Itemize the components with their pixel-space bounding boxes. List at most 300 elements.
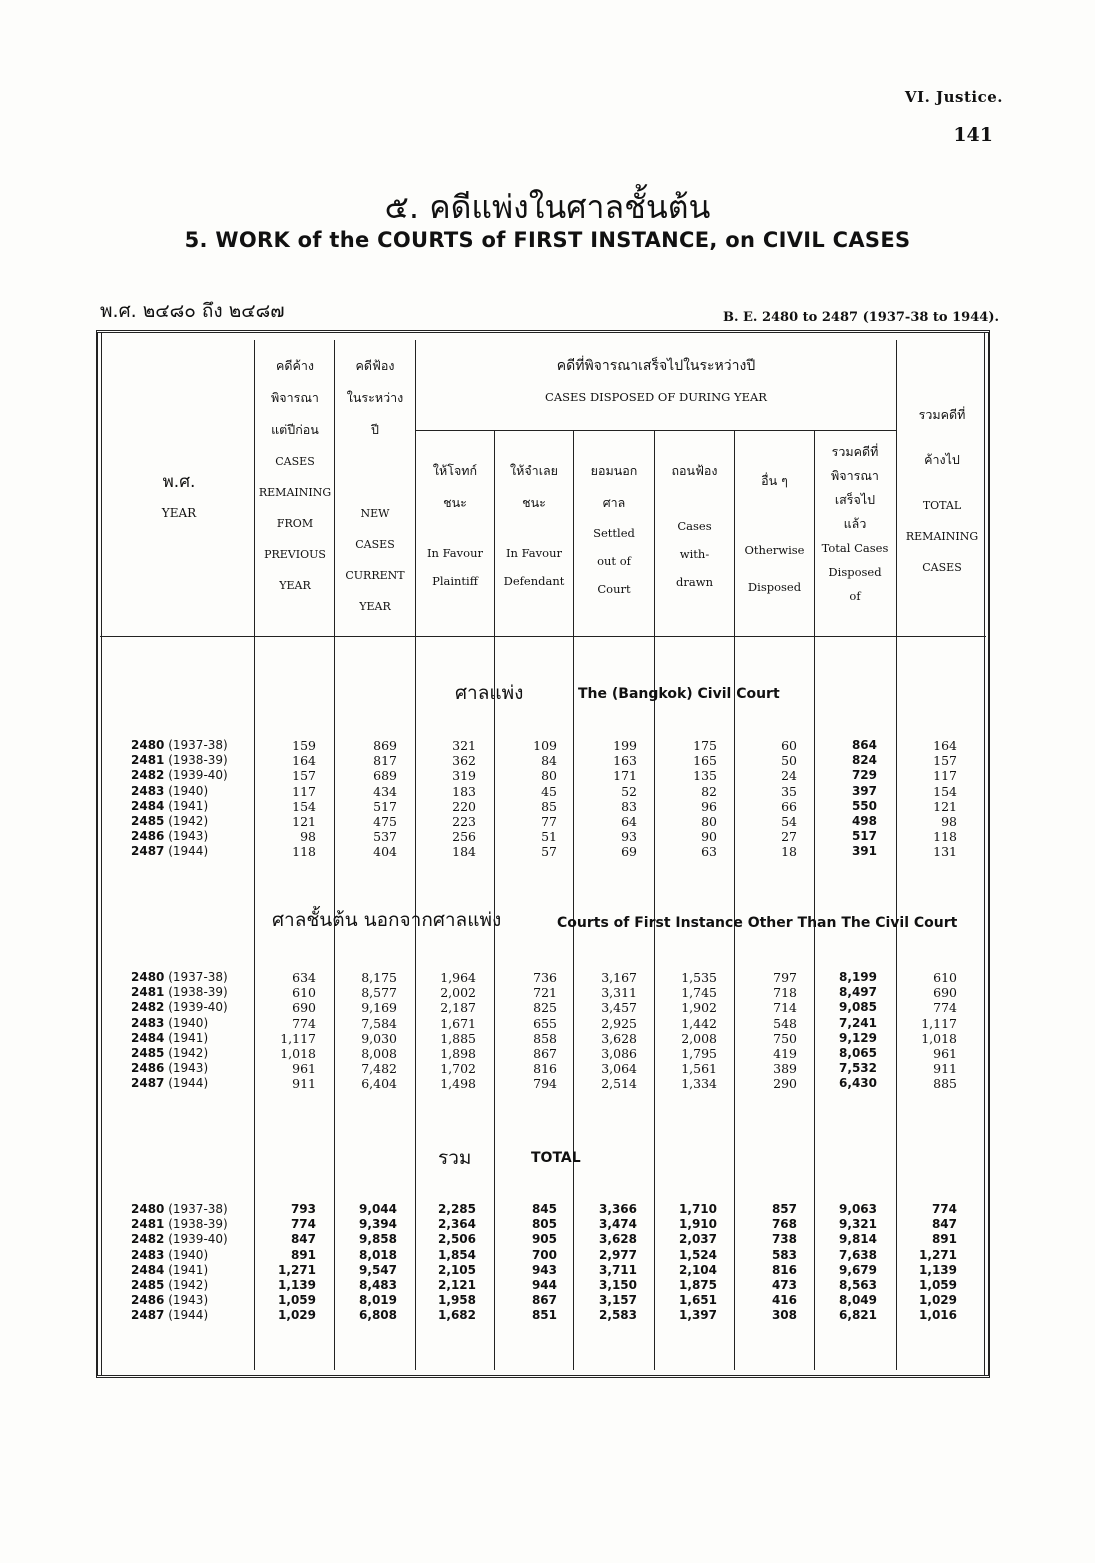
cell-total-disposed: 9,085 <box>839 1000 877 1015</box>
cell-remaining-prev: 1,029 <box>278 1308 316 1323</box>
row-year <box>131 1263 208 1278</box>
cell-remaining-prev: 961 <box>292 1061 316 1077</box>
cell-plaintiff: 1,671 <box>440 1015 476 1031</box>
header-text: In Favour <box>427 546 483 560</box>
cell-defendant: 45 <box>541 783 557 799</box>
cell-withdrawn: 2,008 <box>681 1030 717 1046</box>
cell-otherwise: 738 <box>771 1232 797 1247</box>
cell-withdrawn: 1,334 <box>681 1076 717 1092</box>
header-text: แล้ว <box>843 516 867 531</box>
row-year <box>131 985 228 1000</box>
year-ce: (1940) <box>164 1015 209 1030</box>
header-text: drawn <box>676 575 713 589</box>
year-ce: (1937-38) <box>164 970 228 984</box>
year-ce: (1943) <box>164 1293 209 1308</box>
row-year <box>131 753 228 768</box>
cell-settled: 3,457 <box>601 1000 637 1016</box>
cell-total-disposed: 7,532 <box>839 1061 877 1076</box>
cell-defendant: 794 <box>533 1076 557 1092</box>
cell-settled: 64 <box>621 814 637 829</box>
cell-defendant: 867 <box>531 1293 557 1308</box>
header-text: คดีค้าง <box>276 358 314 373</box>
cell-remaining-prev: 164 <box>292 753 316 769</box>
cell-total-disposed: 8,199 <box>839 970 877 984</box>
year-be: 2485 <box>131 814 165 828</box>
cell-plaintiff: 2,002 <box>440 985 476 1001</box>
year-be: 2484 <box>131 1262 165 1277</box>
cell-plaintiff: 223 <box>452 814 476 829</box>
cell-total-remaining: 891 <box>931 1232 957 1247</box>
row-year <box>131 784 208 799</box>
cell-plaintiff: 319 <box>452 768 476 784</box>
cell-total-remaining: 774 <box>933 1000 957 1016</box>
header-defendant <box>495 455 573 595</box>
cell-settled: 69 <box>621 844 637 860</box>
cell-withdrawn: 1,535 <box>681 970 717 985</box>
cell-new-cases: 537 <box>373 829 397 845</box>
cell-settled: 2,583 <box>599 1308 637 1323</box>
cell-plaintiff: 2,121 <box>438 1278 476 1292</box>
header-text: YEAR <box>359 600 391 613</box>
cell-remaining-prev: 154 <box>292 798 316 814</box>
row-year <box>131 1202 228 1217</box>
cell-total-remaining: 1,139 <box>919 1262 957 1277</box>
cell-plaintiff: 1,702 <box>440 1061 476 1077</box>
header-text: of <box>849 589 861 603</box>
header-text: out of <box>597 554 631 568</box>
cell-withdrawn: 1,902 <box>681 1000 717 1016</box>
year-be: 2484 <box>131 798 165 813</box>
cell-remaining-prev: 1,117 <box>280 1030 316 1046</box>
cell-new-cases: 9,858 <box>359 1232 397 1247</box>
cell-remaining-prev: 98 <box>300 829 316 845</box>
cell-plaintiff: 362 <box>452 753 476 769</box>
cell-total-remaining: 610 <box>933 970 957 985</box>
cell-total-disposed: 6,430 <box>839 1076 877 1091</box>
header-text: Disposed <box>828 565 882 579</box>
header-text: พิจารณา <box>271 390 319 405</box>
year-be: 2487 <box>131 844 165 859</box>
cell-new-cases: 8,008 <box>361 1046 397 1061</box>
cell-plaintiff: 1,958 <box>438 1293 476 1308</box>
cell-remaining-prev: 1,139 <box>278 1278 316 1292</box>
cell-remaining-prev: 118 <box>292 844 316 860</box>
year-ce: (1943) <box>164 1061 209 1076</box>
cell-settled: 163 <box>613 753 637 769</box>
cell-withdrawn: 1,745 <box>681 985 717 1001</box>
cell-new-cases: 6,404 <box>361 1076 397 1092</box>
cell-otherwise: 797 <box>773 970 797 985</box>
cell-new-cases: 7,584 <box>361 1015 397 1031</box>
cell-total-disposed: 729 <box>851 768 877 783</box>
cell-otherwise: 50 <box>781 753 797 769</box>
cell-otherwise: 66 <box>781 798 797 814</box>
year-be: 2485 <box>131 1046 165 1060</box>
header-text: พิจารณา <box>831 468 879 483</box>
header-settled <box>574 455 654 603</box>
cell-remaining-prev: 1,059 <box>278 1293 316 1308</box>
header-text: Disposed <box>747 580 802 594</box>
header-total-disposed <box>815 440 895 608</box>
cell-plaintiff: 220 <box>452 798 476 814</box>
cell-defendant: 655 <box>533 1015 557 1031</box>
cell-new-cases: 7,482 <box>361 1061 397 1077</box>
header-text: รวมคดีที่ <box>831 444 879 459</box>
header-text: with- <box>679 547 710 561</box>
year-ce: (1941) <box>164 1030 209 1045</box>
cell-settled: 3,711 <box>599 1262 637 1277</box>
cell-otherwise: 419 <box>773 1046 797 1061</box>
cell-settled: 2,514 <box>601 1076 637 1092</box>
cell-otherwise: 718 <box>773 985 797 1001</box>
cell-withdrawn: 1,561 <box>681 1061 717 1077</box>
cell-otherwise: 308 <box>771 1308 797 1323</box>
cell-total-disposed: 550 <box>851 798 877 813</box>
cell-defendant: 943 <box>531 1262 557 1277</box>
cell-otherwise: 18 <box>781 844 797 860</box>
year-ce: (1943) <box>164 829 209 844</box>
row-year <box>131 970 228 985</box>
cell-defendant: 845 <box>531 1202 557 1216</box>
cell-settled: 3,628 <box>601 1030 637 1046</box>
cell-remaining-prev: 157 <box>292 768 316 784</box>
cell-settled: 93 <box>621 829 637 845</box>
cell-plaintiff: 2,105 <box>438 1262 476 1277</box>
cell-new-cases: 689 <box>373 768 397 784</box>
cell-withdrawn: 165 <box>693 753 717 769</box>
cell-defendant: 51 <box>541 829 557 845</box>
row-year <box>131 1248 208 1263</box>
year-be: 2483 <box>131 783 165 798</box>
row-year <box>131 1308 208 1323</box>
cell-total-disposed: 397 <box>851 783 877 798</box>
cell-withdrawn: 1,651 <box>679 1293 717 1308</box>
cell-defendant: 109 <box>533 738 557 753</box>
cell-settled: 3,474 <box>599 1217 637 1232</box>
year-ce: (1941) <box>164 1262 209 1277</box>
cell-defendant: 84 <box>541 753 557 769</box>
cell-remaining-prev: 690 <box>292 1000 316 1016</box>
cell-new-cases: 817 <box>373 753 397 769</box>
header-text: REMAINING <box>258 486 332 499</box>
row-year <box>131 1278 208 1293</box>
row-year <box>131 844 208 859</box>
cell-plaintiff: 1,964 <box>440 970 476 985</box>
row-year <box>131 738 228 753</box>
header-text: Total Cases <box>821 541 889 555</box>
header-remaining-prev <box>256 350 334 601</box>
subheader-rule <box>416 430 896 431</box>
cell-plaintiff: 321 <box>452 738 476 753</box>
year-ce: (1941) <box>164 798 209 813</box>
row-year <box>131 829 208 844</box>
year-be: 2484 <box>131 1030 165 1045</box>
header-text: CURRENT <box>345 569 405 582</box>
row-year <box>131 1217 228 1232</box>
cell-defendant: 700 <box>531 1247 557 1262</box>
cell-settled: 3,157 <box>599 1293 637 1308</box>
cell-otherwise: 290 <box>773 1076 797 1092</box>
cell-settled: 3,167 <box>601 970 637 985</box>
cell-otherwise: 24 <box>781 768 797 784</box>
year-ce: (1938-39) <box>164 985 228 1000</box>
cell-total-remaining: 157 <box>933 753 957 769</box>
header-rule <box>100 636 986 637</box>
row-year <box>131 1076 208 1091</box>
cell-plaintiff: 1,898 <box>440 1046 476 1061</box>
cell-otherwise: 768 <box>771 1217 797 1232</box>
cell-remaining-prev: 911 <box>292 1076 316 1092</box>
cell-withdrawn: 1,875 <box>679 1278 717 1292</box>
header-text: ชนะ <box>522 495 546 510</box>
cell-total-disposed: 8,049 <box>839 1293 877 1308</box>
row-year <box>131 1232 228 1247</box>
header-year-english: YEAR <box>161 506 197 520</box>
cell-total-disposed: 9,321 <box>839 1217 877 1232</box>
cell-new-cases: 475 <box>373 814 397 829</box>
cell-withdrawn: 135 <box>693 768 717 784</box>
year-ce: (1942) <box>164 1046 209 1060</box>
section-3-title-english: TOTAL <box>531 1150 581 1166</box>
section-3-title-thai: รวม <box>438 1147 472 1169</box>
cell-withdrawn: 1,795 <box>681 1046 717 1061</box>
cell-otherwise: 816 <box>771 1262 797 1277</box>
cell-total-remaining: 1,059 <box>919 1278 957 1292</box>
year-be: 2482 <box>131 768 165 783</box>
cell-defendant: 905 <box>531 1232 557 1247</box>
year-ce: (1937-38) <box>164 738 228 752</box>
year-be: 2486 <box>131 829 165 844</box>
cell-total-remaining: 1,271 <box>919 1247 957 1262</box>
year-ce: (1937-38) <box>164 1202 228 1216</box>
header-year-thai: พ.ศ. <box>162 472 196 492</box>
cell-plaintiff: 256 <box>452 829 476 845</box>
cell-settled: 199 <box>613 738 637 753</box>
year-ce: (1938-39) <box>164 753 228 768</box>
year-be: 2480 <box>131 738 165 752</box>
row-year <box>131 799 208 814</box>
cell-total-disposed: 8,065 <box>839 1046 877 1060</box>
cell-total-disposed: 7,241 <box>839 1015 877 1030</box>
title-thai: ๕. คดีแพ่งในศาลชั้นต้น <box>384 188 711 226</box>
cell-total-remaining: 118 <box>933 829 957 845</box>
header-text: คดีที่พิจารณาเสร็จไปในระหว่างปี <box>556 358 756 374</box>
cell-defendant: 85 <box>541 798 557 814</box>
cell-total-remaining: 1,018 <box>921 1030 957 1046</box>
cell-total-remaining: 961 <box>933 1046 957 1061</box>
header-text: TOTAL <box>922 499 962 512</box>
row-year <box>131 1016 208 1031</box>
header-text: Court <box>597 582 631 596</box>
cell-new-cases: 8,483 <box>359 1278 397 1292</box>
cell-settled: 52 <box>621 783 637 799</box>
cell-remaining-prev: 159 <box>292 738 316 753</box>
cell-total-disposed: 498 <box>851 814 877 828</box>
cell-settled: 2,925 <box>601 1015 637 1031</box>
year-ce: (1939-40) <box>164 1232 228 1247</box>
cell-plaintiff: 2,506 <box>438 1232 476 1247</box>
year-ce: (1940) <box>164 1247 209 1262</box>
cell-otherwise: 389 <box>773 1061 797 1077</box>
year-be: 2481 <box>131 985 165 1000</box>
cell-otherwise: 714 <box>773 1000 797 1016</box>
cell-remaining-prev: 1,271 <box>278 1262 316 1277</box>
cell-withdrawn: 63 <box>701 844 717 860</box>
header-text: YEAR <box>279 579 311 592</box>
cell-new-cases: 9,169 <box>361 1000 397 1016</box>
cell-new-cases: 517 <box>373 798 397 814</box>
cell-new-cases: 9,547 <box>359 1262 397 1277</box>
year-be: 2487 <box>131 1308 165 1323</box>
cell-withdrawn: 1,710 <box>679 1202 717 1216</box>
cell-withdrawn: 1,524 <box>679 1247 717 1262</box>
header-text: Plaintiff <box>432 574 478 588</box>
cell-new-cases: 8,019 <box>359 1293 397 1308</box>
cell-otherwise: 60 <box>781 738 797 753</box>
cell-otherwise: 27 <box>781 829 797 845</box>
cell-total-disposed: 391 <box>851 844 877 859</box>
header-text: In Favour <box>506 546 562 560</box>
header-text: CASES <box>355 538 395 551</box>
header-text: CASES DISPOSED OF DURING YEAR <box>545 390 767 404</box>
cell-withdrawn: 2,037 <box>679 1232 717 1247</box>
year-be: 2487 <box>131 1076 165 1091</box>
cell-defendant: 867 <box>533 1046 557 1061</box>
header-text: ในระหว่าง <box>346 390 404 405</box>
header-total-remaining <box>897 400 987 583</box>
section-2-title-thai: ศาลชั้นต้น นอกจากศาลแพ่ง <box>272 909 502 931</box>
cell-otherwise: 750 <box>773 1030 797 1046</box>
cell-plaintiff: 1,498 <box>440 1076 476 1092</box>
header-text: แต่ปีก่อน <box>271 422 319 437</box>
cell-total-remaining: 121 <box>933 798 957 814</box>
cell-withdrawn: 82 <box>701 783 717 799</box>
cell-plaintiff: 183 <box>452 783 476 799</box>
cell-otherwise: 857 <box>771 1202 797 1216</box>
year-be: 2481 <box>131 753 165 768</box>
cell-total-disposed: 6,821 <box>839 1308 877 1323</box>
cell-otherwise: 416 <box>771 1293 797 1308</box>
cell-defendant: 57 <box>541 844 557 860</box>
cell-plaintiff: 184 <box>452 844 476 860</box>
cell-new-cases: 9,394 <box>359 1217 397 1232</box>
cell-settled: 3,086 <box>601 1046 637 1061</box>
cell-new-cases: 404 <box>373 844 397 860</box>
cell-total-disposed: 864 <box>851 738 877 752</box>
cell-new-cases: 9,030 <box>361 1030 397 1046</box>
year-be: 2486 <box>131 1293 165 1308</box>
cell-total-remaining: 117 <box>933 768 957 784</box>
cell-otherwise: 548 <box>773 1015 797 1031</box>
cell-total-disposed: 824 <box>851 753 877 768</box>
year-be: 2486 <box>131 1061 165 1076</box>
cell-settled: 3,628 <box>599 1232 637 1247</box>
section-2-title-english: Courts of First Instance Other Than The Civil Court <box>557 915 958 931</box>
header-text: เสร็จไป <box>834 492 876 507</box>
cell-new-cases: 434 <box>373 783 397 799</box>
cell-total-disposed: 8,497 <box>839 985 877 1000</box>
cell-remaining-prev: 610 <box>292 985 316 1001</box>
cell-defendant: 851 <box>531 1308 557 1323</box>
period-english: B. E. 2480 to 2487 (1937-38 to 1944). <box>722 310 999 325</box>
cell-settled: 171 <box>613 768 637 784</box>
cell-plaintiff: 2,187 <box>440 1000 476 1016</box>
header-text: อื่น ๆ <box>761 473 788 488</box>
cell-total-disposed: 9,814 <box>839 1232 877 1247</box>
cell-total-remaining: 164 <box>933 738 957 753</box>
cell-withdrawn: 96 <box>701 798 717 814</box>
cell-defendant: 944 <box>531 1278 557 1292</box>
cell-plaintiff: 2,285 <box>438 1202 476 1216</box>
year-ce: (1944) <box>164 1308 209 1323</box>
cell-total-disposed: 9,129 <box>839 1030 877 1045</box>
cell-remaining-prev: 121 <box>292 814 316 829</box>
header-text: NEW <box>360 507 390 520</box>
row-year <box>131 1046 208 1061</box>
section-label: VI. Justice. <box>904 88 1003 106</box>
header-text: Otherwise <box>744 543 805 557</box>
row-year <box>131 1061 208 1076</box>
cell-total-disposed: 8,563 <box>839 1278 877 1292</box>
year-be: 2485 <box>131 1278 165 1292</box>
cell-new-cases: 869 <box>373 738 397 753</box>
cell-withdrawn: 1,442 <box>681 1015 717 1031</box>
header-text: ชนะ <box>443 495 467 510</box>
cell-total-remaining: 911 <box>933 1061 957 1077</box>
header-text: CASES <box>275 455 315 468</box>
cell-remaining-prev: 117 <box>292 783 316 799</box>
cell-total-remaining: 131 <box>933 844 957 860</box>
header-text: ให้จำเลย <box>510 463 558 478</box>
cell-total-remaining: 98 <box>941 814 957 829</box>
section-1-title-english: The (Bangkok) Civil Court <box>578 686 780 702</box>
year-be: 2483 <box>131 1015 165 1030</box>
cell-defendant: 825 <box>533 1000 557 1016</box>
cell-total-remaining: 885 <box>933 1076 957 1092</box>
cell-new-cases: 8,175 <box>361 970 397 985</box>
year-be: 2482 <box>131 1000 165 1015</box>
cell-otherwise: 54 <box>781 814 797 829</box>
cell-withdrawn: 1,910 <box>679 1217 717 1232</box>
year-be: 2483 <box>131 1247 165 1262</box>
year-ce: (1938-39) <box>164 1217 228 1232</box>
row-year <box>131 1000 228 1015</box>
header-withdrawn <box>655 455 734 596</box>
year-ce: (1940) <box>164 783 209 798</box>
year-be: 2480 <box>131 970 165 984</box>
cell-withdrawn: 1,397 <box>679 1308 717 1323</box>
cell-total-remaining: 154 <box>933 783 957 799</box>
header-text: คดีฟ้อง <box>355 358 395 373</box>
header-text: Cases <box>677 519 712 533</box>
cell-remaining-prev: 774 <box>292 1015 316 1031</box>
header-text: FROM <box>276 517 314 530</box>
header-text: ศาล <box>602 495 626 510</box>
cell-total-remaining: 1,117 <box>921 1015 957 1031</box>
cell-new-cases: 8,018 <box>359 1247 397 1262</box>
header-text: REMAINING <box>905 530 979 543</box>
cell-total-remaining: 774 <box>931 1202 957 1216</box>
year-be: 2481 <box>131 1217 165 1232</box>
header-year <box>104 466 254 529</box>
cell-total-disposed: 517 <box>851 829 877 844</box>
cell-settled: 3,366 <box>599 1202 637 1216</box>
page-number: 141 <box>953 124 993 146</box>
cell-plaintiff: 1,682 <box>438 1308 476 1323</box>
cell-plaintiff: 1,854 <box>438 1247 476 1262</box>
cell-withdrawn: 175 <box>693 738 717 753</box>
cell-defendant: 805 <box>531 1217 557 1232</box>
